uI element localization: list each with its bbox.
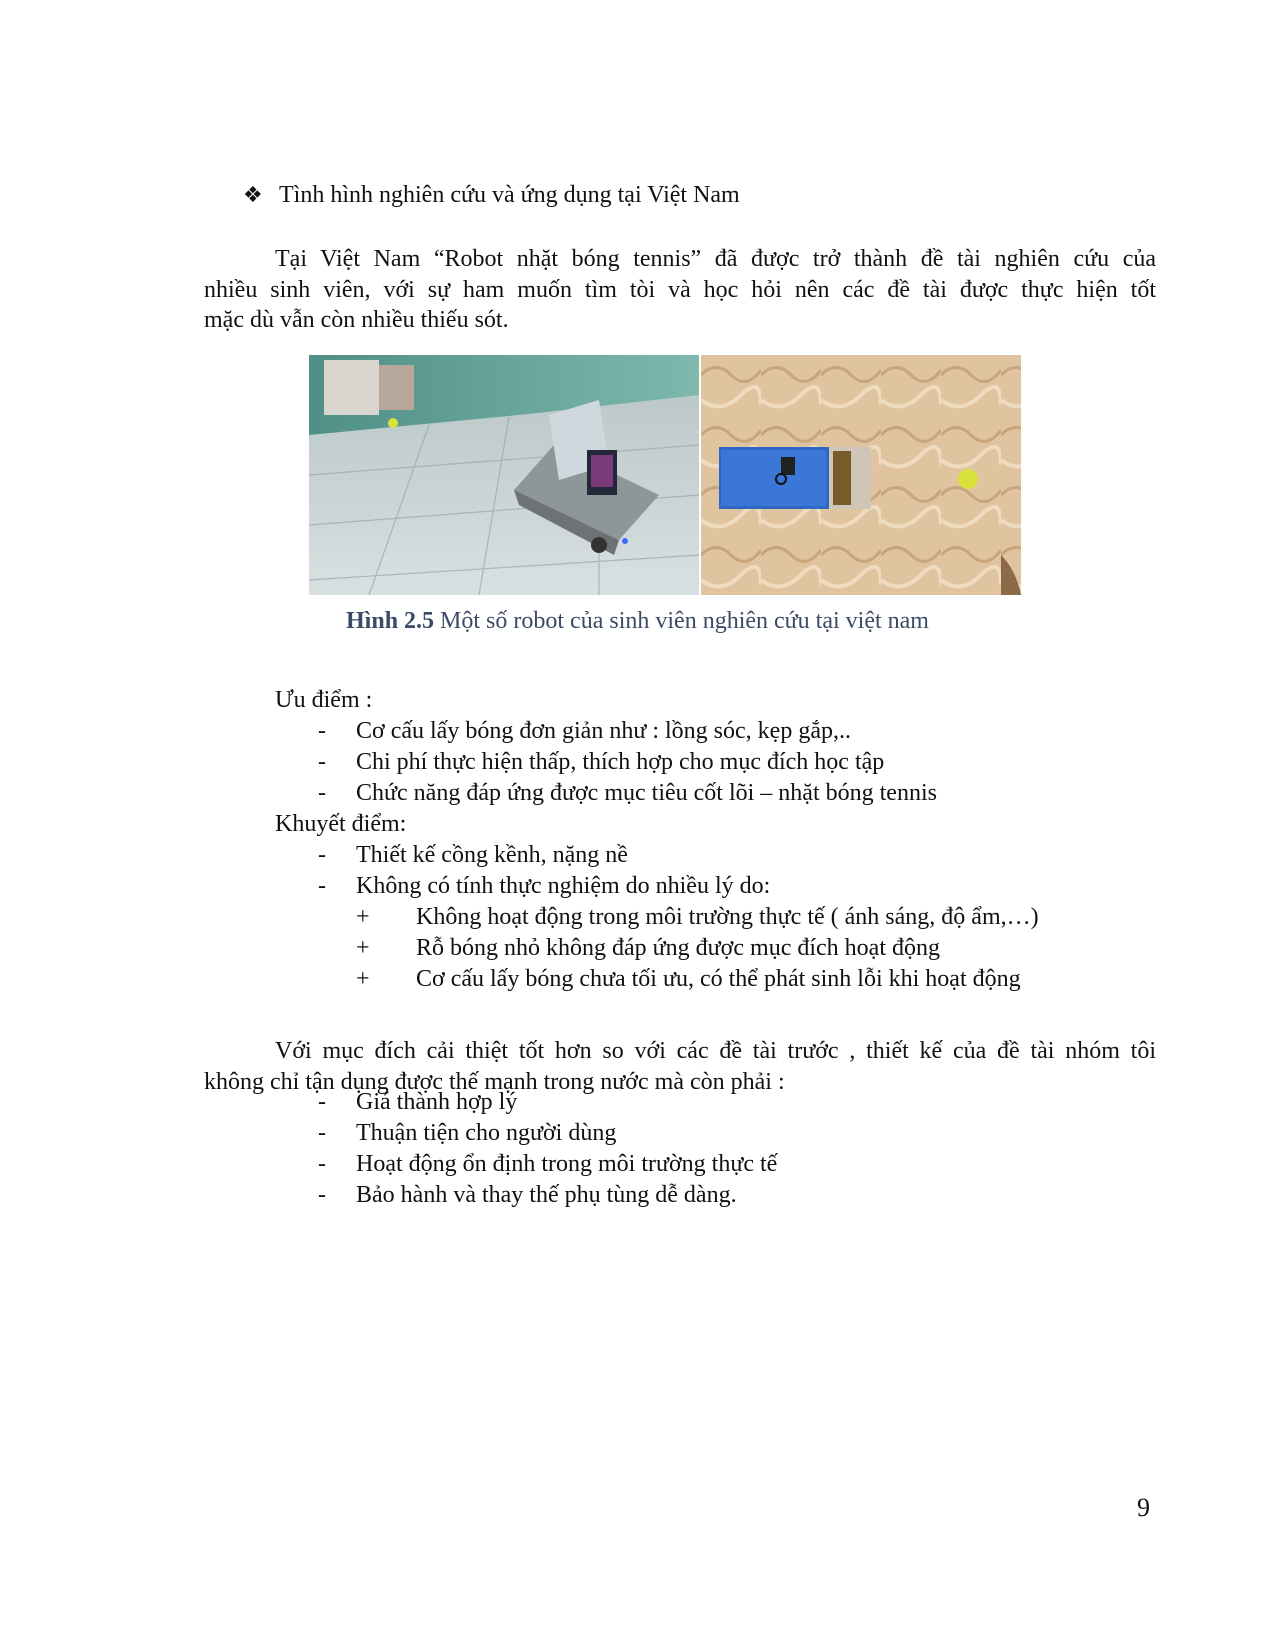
intro-line-3: mặc dù vẫn còn nhiều thiếu sót. — [204, 307, 509, 333]
diamond-bullet-icon: ❖ — [243, 182, 263, 207]
plus-marker: + — [356, 966, 370, 992]
figure-label: Hình 2.5 — [346, 608, 435, 634]
dash-marker: - — [318, 749, 326, 775]
disadvantage-subitem-2: Rỗ bóng nhỏ không đáp ứng được mục đích hoạt động — [416, 935, 940, 961]
advantage-item-3: Chức năng đáp ứng được mục tiêu cốt lõi – nhặt bóng tennis — [356, 780, 937, 806]
section-heading — [243, 180, 740, 210]
advantage-item-2: Chi phí thực hiện thấp, thích hợp cho mục đích học tập — [356, 749, 885, 775]
disadvantage-item-1: Thiết kế cồng kềnh, nặng nề — [356, 842, 628, 868]
plus-marker: + — [356, 904, 370, 930]
dash-marker: - — [318, 1151, 326, 1177]
dash-marker: - — [318, 780, 326, 806]
figure-caption — [0, 608, 1275, 635]
section-heading-text: Tình hình nghiên cứu và ứng dụng tại Việt Nam — [279, 182, 740, 208]
intro-paragraph — [204, 244, 1156, 336]
goals-line-1: Với mục đích cải thiệt tốt hơn so với các đề tài trước , thiết kế của đề tài nhóm tôi — [275, 1038, 1156, 1064]
disadvantage-subitem-3: Cơ cấu lấy bóng chưa tối ưu, có thể phát sinh lỗi khi hoạt động — [416, 966, 1021, 992]
advantages-title: Ưu điểm : — [275, 687, 373, 713]
goal-item-3: Hoạt động ổn định trong môi trường thực tế — [356, 1151, 778, 1177]
robot-photo-topview — [701, 355, 1021, 595]
goals-line-2: không chỉ tận dụng được thế mạnh trong nước mà còn phải : — [204, 1068, 785, 1095]
goal-item-1: Giá thành hợp lý — [356, 1089, 518, 1115]
dash-marker: - — [318, 718, 326, 744]
figure-caption-text: Một số robot của sinh viên nghiên cứu tại việt nam — [434, 608, 929, 634]
plus-marker: + — [356, 935, 370, 961]
goal-item-4: Bảo hành và thay thế phụ tùng dễ dàng. — [356, 1182, 737, 1208]
page-number: 9 — [1137, 1493, 1150, 1522]
goal-item-2: Thuận tiện cho người dùng — [356, 1120, 617, 1146]
disadvantage-item-2: Không có tính thực nghiệm do nhiều lý do: — [356, 873, 771, 899]
dash-marker: - — [318, 1089, 326, 1115]
disadvantages-title: Khuyết điểm: — [275, 811, 407, 837]
dash-marker: - — [318, 1182, 326, 1208]
intro-line-1: Tại Việt Nam “Robot nhặt bóng tennis” đã được trở thành đề tài nghiên cứu của — [275, 246, 1156, 272]
advantage-item-1: Cơ cấu lấy bóng đơn giản như : lồng sóc, kẹp gắp,.. — [356, 718, 851, 744]
robot-figure — [309, 355, 1021, 595]
dash-marker: - — [318, 842, 326, 868]
dash-marker: - — [318, 1120, 326, 1146]
robot-photo-room — [309, 355, 699, 595]
disadvantage-subitem-1: Không hoạt động trong môi trường thực tế ( ánh sáng, độ ẩm,…) — [416, 904, 1039, 930]
goals-paragraph — [204, 1036, 1156, 1097]
dash-marker: - — [318, 873, 326, 899]
intro-line-2: nhiều sinh viên, với sự ham muốn tìm tòi và học hỏi nên các đề tài được thực hiện tốt — [204, 276, 1156, 303]
